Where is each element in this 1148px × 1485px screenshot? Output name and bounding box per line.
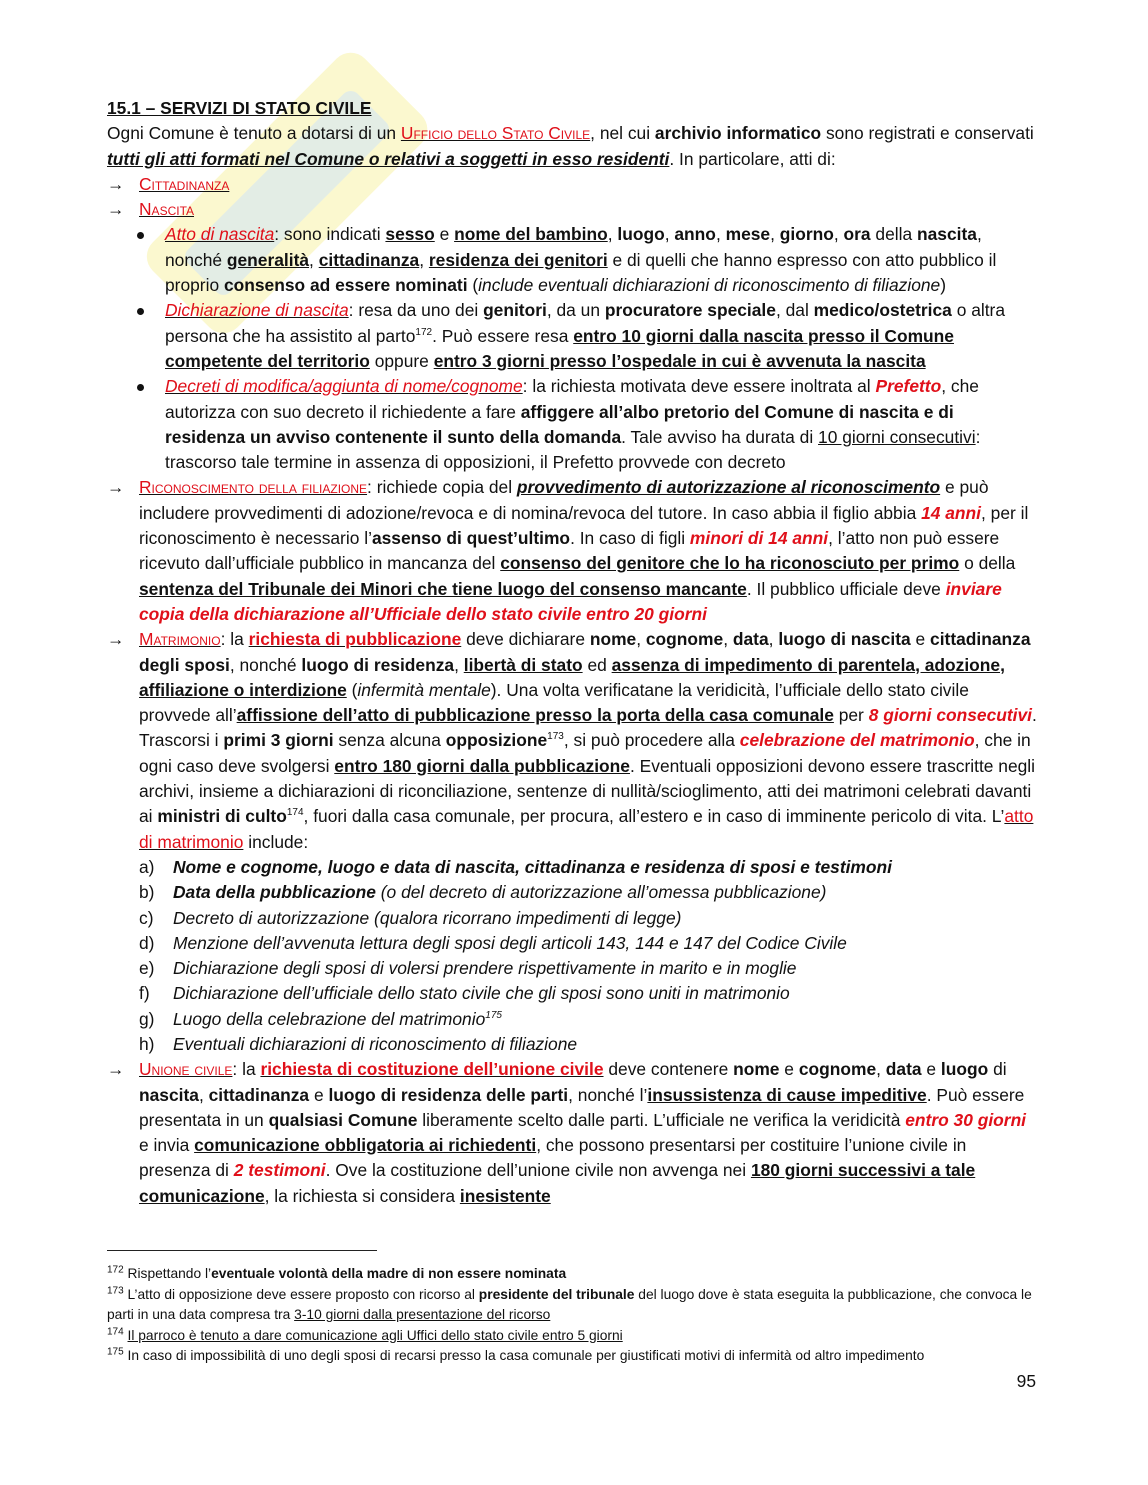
arrow-icon: →: [107, 629, 125, 650]
footnote-173: $^{173}$ L’atto di opposizione deve essere proposto con ricorso al presidente del tribunale del luogo dove è stata eseguita la pubblicazione, che convoca le parti in una data compresa tra 3-10 giorni dalla presentazione del ricorso: [107, 1284, 1032, 1322]
footnote-ref: 174: [286, 807, 304, 819]
list-item: b) Data della pubblicazione (o del decreto di autorizzazione all’omessa pubblicazione): [139, 882, 827, 903]
list-item: h) Eventuali dichiarazioni di riconoscimento di filiazione: [139, 1033, 578, 1054]
arrow-icon: →: [107, 173, 125, 194]
arrow-icon: →: [107, 1059, 125, 1080]
footnote-172: $^{172}$ Rispettando l’eventuale volontà della madre di non essere nominata: [107, 1264, 567, 1281]
footnote-ref: 173: [547, 731, 564, 743]
bullet-atto-di-nascita: Atto di nascita: sono indicati sesso e nome del bambino, luogo, anno, mese, giorno, ora della nascita, nonché generalità, cittadinanza, residenza dei genitori e di quelli che hanno espresso con atto pubblico il proprio consenso ad essere nominati (include eventuali dichiarazioni di riconoscimento di filiazione): [107, 222, 1037, 298]
item-cittadinanza: → Cittadinanza: [107, 172, 1037, 197]
bullet-dot-icon: [137, 232, 144, 239]
bullet-dichiarazione-di-nascita: Dichiarazione di nascita: resa da uno dei genitori, da un procuratore speciale, dal medico/ostetrica o altra persona che ha assistito al parto$^{172}$. Può essere resa entro 10 giorni dalla nascita presso il Comune competente del territorio oppure entro 3 giorni presso l’ospedale in cui è avvenuta la nascita: [107, 298, 1037, 374]
item-riconoscimento: → Riconoscimento della filiazione: richiede copia del provvedimento di autorizzazione al riconoscimento e può includere provvedimenti di adozione/revoca e di nomina/revoca del tutore. In caso abbia il figlio abbia 14 anni, per il riconoscimento è necessario l’assenso di quest’ultimo. In caso di figli minori di 14 anni, l’atto non può essere ricevuto dall’ufficiale pubblico in mancanza del consenso del genitore che lo ha riconosciuto per primo o della sentenza del Tribunale dei Minori che tiene luogo del consenso mancante. Il pubblico ufficiale deve inviare copia della dichiarazione all’Ufficiale dello stato civile entro 20 giorni: [107, 477, 1029, 624]
footnote-174: $^{174}$ Il parroco è tenuto a dare comunicazione agli Uffici dello stato civile entro 5 giorni: [107, 1325, 623, 1343]
footnote-separator: [107, 1250, 377, 1251]
matrimonio-list: [107, 855, 1037, 1057]
item-unione-civile: → Unione civile: la richiesta di costituzione dell’unione civile deve contenere nome e cognome, data e luogo di nascita, cittadinanza e luogo di residenza delle parti, nonché l’insussistenza di cause impeditive. Può essere presentata in un qualsiasi Comune liberamente scelto dalle parti. L’ufficiale ne verifica la veridicità entro 30 giorni e invia comunicazione obbligatoria ai richiedenti, che possono presentarsi per costituire l’unione civile in presenza di 2 testimoni. Ove la costituzione dell’unione civile non avvenga nei 180 giorni successivi a tale comunicazione, la richiesta si considera inesistente: [107, 1059, 1027, 1206]
list-item: e) Dichiarazione degli sposi di volersi prendere rispettivamente in marito e in moglie: [139, 958, 797, 979]
arrow-icon: →: [107, 477, 125, 498]
list-item: g) Luogo della celebrazione del matrimonio$^{175}$: [139, 1008, 502, 1029]
item-nascita: → Nascita: [107, 197, 1037, 222]
list-item: f) Dichiarazione dell’ufficiale dello stato civile che gli sposi sono uniti in matrimonio: [139, 983, 790, 1004]
arrow-icon: →: [107, 199, 125, 220]
bullet-dot-icon: [137, 384, 144, 391]
list-item: a) Nome e cognome, luogo e data di nascita, cittadinanza e residenza di sposi e testimoni: [139, 856, 892, 877]
page-number: 95: [1016, 1371, 1036, 1391]
list-item: c) Decreto di autorizzazione (qualora ricorrano impedimenti di legge): [139, 907, 682, 928]
bullet-dot-icon: [137, 308, 144, 315]
footnote-ref: 175: [485, 1009, 502, 1021]
document-body: [107, 96, 1037, 1209]
intro-paragraph: Ogni Comune è tenuto a dotarsi di un Ufficio dello Stato Civile, nel cui archivio informatico sono registrati e conservati tutti gli atti formati nel Comune o relativi a soggetti in esso residenti. In particolare, atti di:: [107, 123, 1034, 169]
footnote-175: $^{175}$ In caso di impossibilità di uno degli sposi di recarsi presso la casa comunale per giustificati motivi di infermità od altro impedimento: [107, 1346, 925, 1363]
footnote-ref: 172: [415, 326, 433, 338]
bullet-decreti-di-modifica: Decreti di modifica/aggiunta di nome/cognome: la richiesta motivata deve essere inoltrata al Prefetto, che autorizza con suo decreto il richiedente a fare affiggere all’albo pretorio del Comune di nascita e di residenza un avviso contenente il sunto della domanda. Tale avviso ha durata di 10 giorni consecutivi: trascorso tale termine in assenza di opposizioni, il Prefetto provvede con decreto: [107, 374, 1037, 475]
footnotes: [107, 1264, 1037, 1367]
item-matrimonio: → Matrimonio: la richiesta di pubblicazione deve dichiarare nome, cognome, data, luogo di nascita e cittadinanza degli sposi, nonché luogo di residenza, libertà di stato ed assenza di impedimento di parentela, adozione, affiliazione o interdizione (infermità mentale). Una volta verificatane la veridicità, l’ufficiale dello stato civile provvede all’affissione dell’atto di pubblicazione presso la porta della casa comunale per 8 giorni consecutivi. Trascorsi i primi 3 giorni senza alcuna opposizione$^{173}$, si può procedere alla celebrazione del matrimonio, che in ogni caso deve svolgersi entro 180 giorni dalla pubblicazione. Eventuali opposizioni devono essere trascritte negli archivi, insieme a dichiarazioni di riconciliazione, sentenze di nullità/scioglimento, atti dei matrimoni celebrati davanti ai ministri di culto$^{174}$, fuori dalla casa comunale, per procura, all’estero e in caso di imminente pericolo di vita. L’atto di matrimonio include:: [107, 629, 1037, 852]
section-title: 15.1 – SERVIZI DI STATO CIVILE: [107, 98, 372, 118]
list-item: d) Menzione dell’avvenuta lettura degli sposi degli articoli 143, 144 e 147 del Codice Civile: [139, 932, 847, 953]
